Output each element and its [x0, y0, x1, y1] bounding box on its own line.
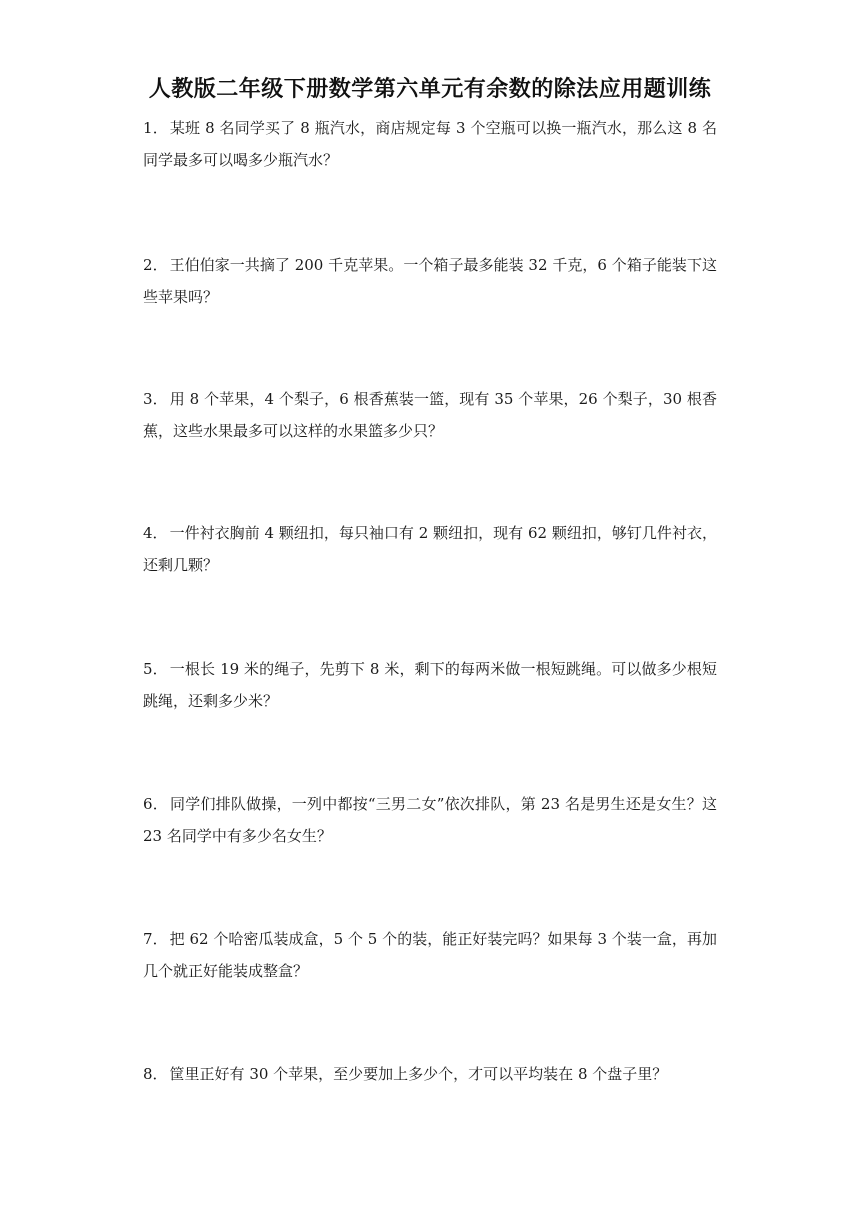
- question-5: [143, 653, 717, 717]
- question-number: 8．: [143, 1065, 168, 1083]
- question-text: 筐里正好有 30 个苹果，至少要加上多少个，才可以平均装在 8 个盘子里？: [169, 1065, 668, 1083]
- question-7: [143, 923, 717, 987]
- question-number: 5．: [143, 660, 168, 678]
- question-2: [143, 249, 717, 313]
- question-number: 4．: [143, 524, 168, 542]
- question-text: 王伯伯家一共摘了 200 千克苹果。一个箱子最多能装 32 千克，6 个箱子能装下这些苹果吗？: [143, 256, 718, 306]
- question-8: [143, 1058, 717, 1090]
- question-text: 把 62 个哈密瓜装成盒，5 个 5 个的装，能正好装完吗？如果每 3 个装一盒，再加几个就正好能装成整盒？: [143, 930, 717, 980]
- question-6: [143, 788, 717, 852]
- question-text: 用 8 个苹果，4 个梨子，6 根香蕉装一篮，现有 35 个苹果，26 个梨子，30 根香蕉，这些水果最多可以这样的水果篮多少只？: [143, 390, 717, 440]
- question-number: 7．: [143, 930, 168, 948]
- page-title: 人教版二年级下册数学第六单元有余数的除法应用题训练: [148, 77, 712, 102]
- question-text: 一根长 19 米的绳子，先剪下 8 米，剩下的每两米做一根短跳绳。可以做多少根短跳绳，还剩多少米？: [143, 660, 717, 710]
- question-number: 2．: [143, 256, 168, 274]
- question-number: 3．: [143, 390, 168, 408]
- question-number: 1．: [143, 119, 168, 137]
- question-number: 6．: [143, 795, 168, 813]
- question-text: 同学们排队做操，一列中都按“三男二女”依次排队，第 23 名是男生还是女生？这 23 名同学中有多少名女生？: [143, 795, 718, 845]
- question-text: 某班 8 名同学买了 8 瓶汽水，商店规定每 3 个空瓶可以换一瓶汽水，那么这 8 名同学最多可以喝多少瓶汽水？: [143, 119, 717, 169]
- question-4: [143, 517, 717, 581]
- question-1: [143, 112, 717, 176]
- question-text: 一件衬衣胸前 4 颗纽扣，每只袖口有 2 颗纽扣，现有 62 颗纽扣，够钉几件衬衣，还剩几颗？: [143, 524, 717, 574]
- question-3: [143, 383, 717, 447]
